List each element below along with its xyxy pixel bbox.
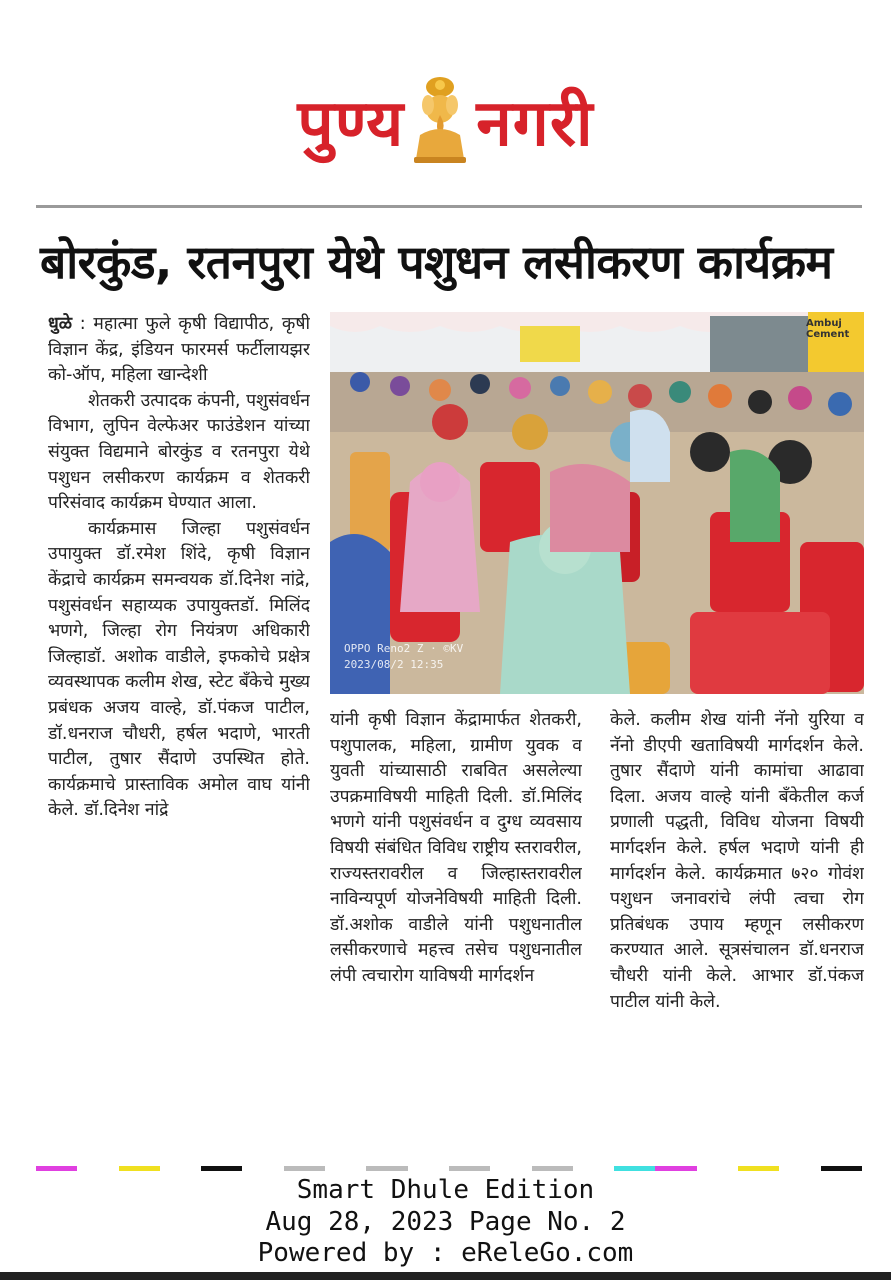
powered-by: Powered by : eReleGo.com <box>257 1238 634 1268</box>
article-paragraph: धुळे : महात्मा फुले कृषी विद्यापीठ, कृषी विज्ञान केंद्र, इंडियन फारमर्स फर्टीलायझर को-ऑप, महिला खान्देशी <box>48 314 310 386</box>
photo-watermark: OPPO Reno2 Z · ©KV <box>344 642 464 655</box>
article-paragraph: शेतकरी उत्पादक कंपनी, पशुसंवर्धन विभाग, लुपिन वेल्फेअर फाउंडेशन यांच्या संयुक्त विद्यमाने बोरकुंड व रतनपुरा येथे पशुधन लसीकरण कार्यक्रम व शेतकरी परिसंवाद कार्यक्रम घेण्यात आला. <box>48 390 310 514</box>
article-paragraph: कार्यक्रमास जिल्हा पशुसंवर्धन उपायुक्त डॉ.रमेश शिंदे, कृषी विज्ञान केंद्राचे कार्यक्रम समन्वयक डॉ.दिनेश नांद्रे, पशुसंवर्धन सहाय्यक उपायुक्तडॉ. मिलिंद भणगे, जिल्हा रोग नियंत्रण अधिकारी जिल्हाडॉ. अशोक वाडीले, इफकोचे प्रक्षेत्र व्यवस्थापक कलीम शेख, स्टेट बँकेचे मुख्य प्रबंधक अजय वाल्हे, डॉ.पंकज पाटील, डॉ.धनराज चौधरी, हर्षल भदाणे, भारती पाटील, तुषार सैंदाणे उपस्थित होते. कार्यक्रमाचे प्रास्ताविक अमोल वाघ यांनी केले. डॉ.दिनेश नांद्रे <box>48 518 310 821</box>
color-registration-strip <box>36 1164 862 1174</box>
paragraph-text: महात्मा फुले कृषी विद्यापीठ, कृषी विज्ञान केंद्र, इंडियन फारमर्स फर्टीलायझर को-ऑप, महिला खान्देशी <box>48 314 310 386</box>
article-column-2 <box>330 708 582 1138</box>
edition-name: Smart Dhule Edition <box>296 1175 595 1205</box>
article-paragraph: केले. कलीम शेख यांनी नॅनो युरिया व नॅनो डीएपी खताविषयी मार्गदर्शन केले. तुषार सैंदाणे यांनी कामांचा आढावा दिला. अजय वाल्हे यांनी बँकेतील कर्ज प्रणाली पद्धती, विविध योजना विषयी मार्गदर्शन केले. हर्षल भदाणे यांनी ही मार्गदर्शन केले. कार्यक्रमात ७२० गोवंश पशुधन जनावरांचे लंपी त्वचा रोग प्रतिबंधक उपाय म्हणून लसीकरण करण्यात आले. सूत्रसंचालन डॉ.धनराज चौधरी यांनी केले. आभार डॉ.पंकज पाटील यांनी केले. <box>610 710 864 1012</box>
photo-timestamp: 2023/08/2 12:35 <box>344 658 444 671</box>
article-column-1 <box>48 312 310 1142</box>
headline: बोरकुंड, रतनपुरा येथे पशुधन लसीकरण कार्यक्रम <box>40 235 833 289</box>
edition-date-page: Aug 28, 2023 Page No. 2 <box>265 1206 626 1237</box>
bottom-bar <box>0 1272 891 1280</box>
dateline: धुळे <box>48 314 73 334</box>
masthead <box>0 60 891 180</box>
event-photo-drawing <box>330 312 864 694</box>
photo-banner-text: Ambuj Cement <box>806 318 850 340</box>
article-column-3 <box>610 708 864 1138</box>
event-photo <box>330 312 864 694</box>
article-paragraph: यांनी कृषी विज्ञान केंद्रामार्फत शेतकरी, पशुपालक, महिला, ग्रामीण युवक व युवती यांच्यासाठी राबवित असलेल्या उपक्रमाविषयी माहिती दिली. डॉ.मिलिंद भणगे यांनी पशुसंवर्धन व दुग्ध व्यवसाय विषयी संबंधित विविध राष्ट्रीय स्तरावरील, राज्यस्तरावरील व जिल्हास्तरावरील नाविन्यपूर्ण योजनेविषयी माहिती दिली. डॉ.अशोक वाडीले यांनी पशुधनातील लसीकरणाचे महत्त्व तसेच पशुधनातील लंपी त्वचारोग याविषयी मार्गदर्शन <box>330 710 582 986</box>
masthead-left-text: पुण्य <box>297 86 405 161</box>
edition-footer <box>0 1175 891 1270</box>
masthead-right-text: नगरी <box>476 86 594 161</box>
top-rule <box>36 205 862 208</box>
ganesha-logo-icon <box>410 75 470 165</box>
